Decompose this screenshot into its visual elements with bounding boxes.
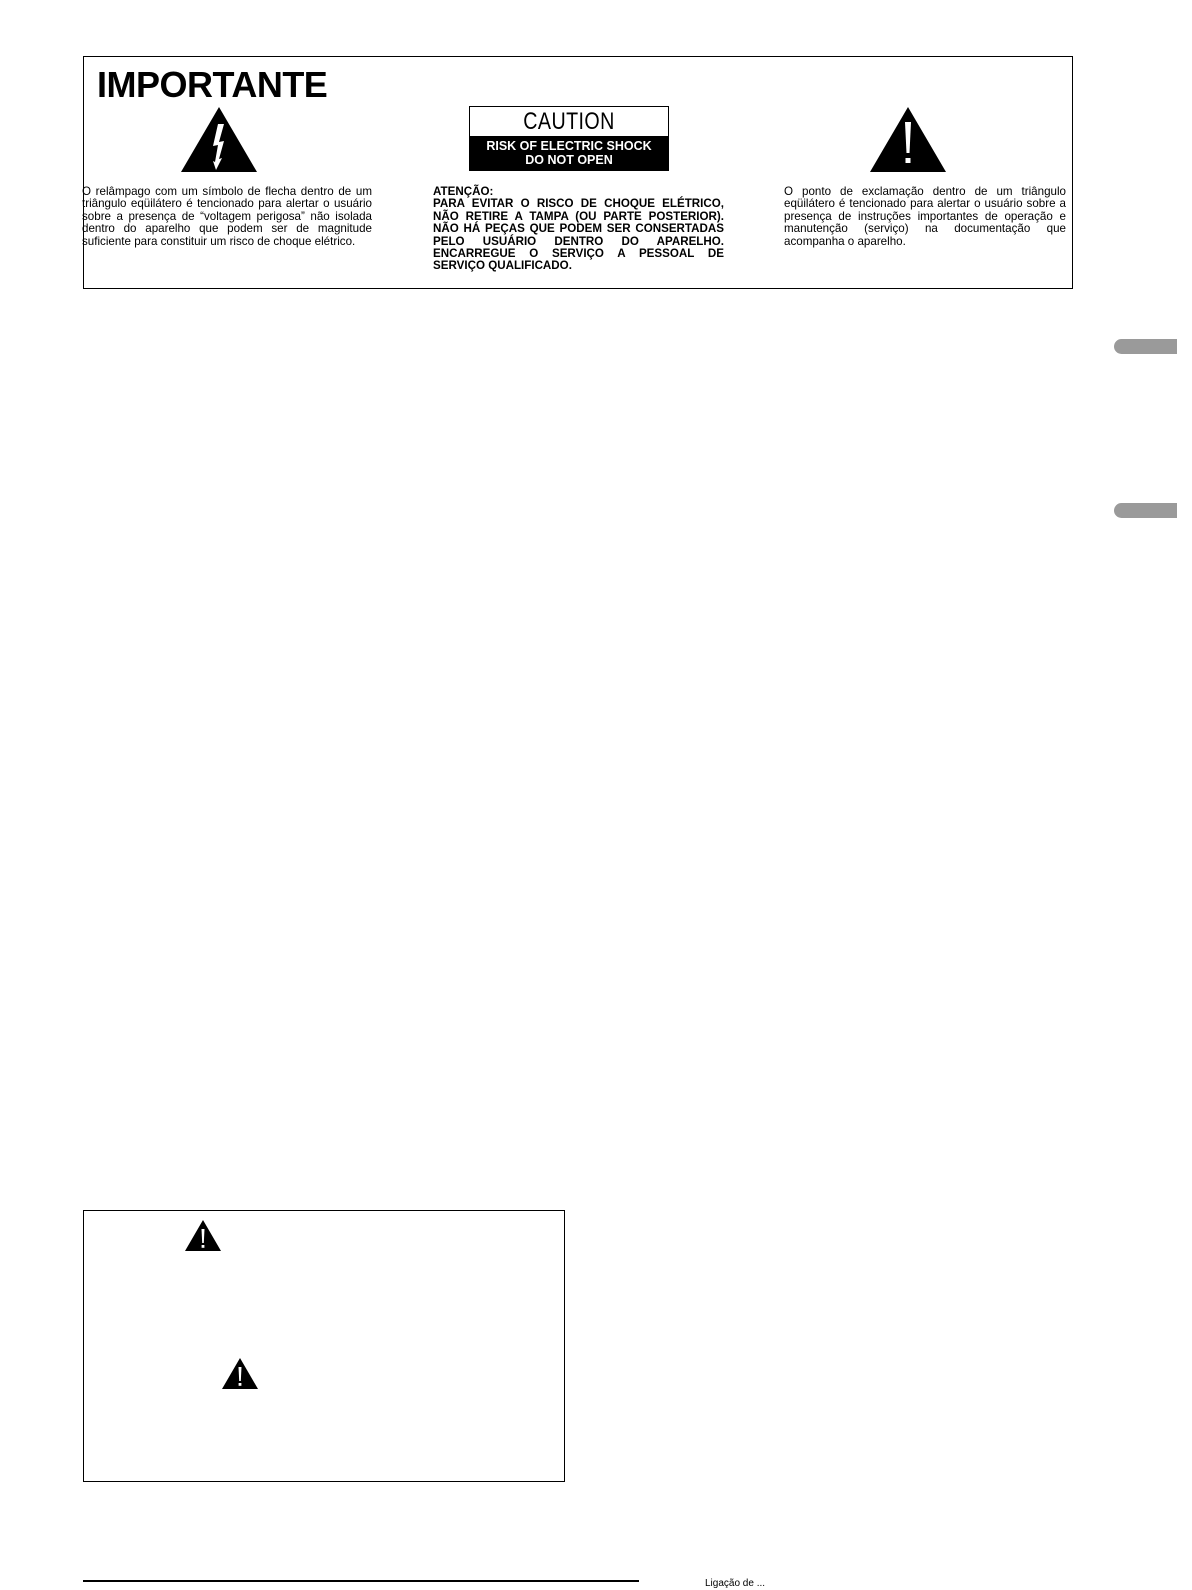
side-tab-2 [1114, 503, 1177, 518]
lightning-explanation-text: O relâmpago com um símbolo de flecha dentro de um triângulo eqüilátero é tencionado para alertar o usuário sobre a presença de “voltagem perigosa” não isolada dentro do aparelho que podem ser de magnitude suficiente para constituir um risco de choque elétrico. [82, 185, 372, 248]
exclamation-warning-icon [869, 106, 947, 173]
footer-text: Ligação de ... [705, 1578, 766, 1589]
important-title: IMPORTANTE [97, 64, 328, 105]
footer-rule [83, 1580, 639, 1582]
lightning-explanation [82, 186, 372, 248]
lightning-warning-icon [180, 106, 258, 173]
caution-line-2: DO NOT OPEN [525, 153, 613, 167]
important-notice-box [83, 56, 1073, 289]
exclamation-explanation-text: O ponto de exclamação dentro de um triângulo eqüilátero é tencionado para alertar o usuário sobre a presença de instruções importantes de operação e manutenção (serviço) na documentação que acompanha o aparelho. [784, 185, 1066, 248]
caution-word: CAUTION [523, 108, 615, 135]
exclamation-warning-icon [184, 1219, 222, 1252]
caution-label [469, 106, 669, 171]
caution-explanation [433, 186, 724, 273]
exclamation-explanation [784, 186, 1066, 248]
warning-box [83, 1210, 565, 1482]
caution-band [470, 136, 668, 170]
side-tab-1 [1114, 339, 1177, 354]
caution-text: PARA EVITAR O RISCO DE CHOQUE ELÉTRICO, NÃO RETIRE A TAMPA (OU PARTE POSTERIOR). NÃO HÁ PEÇAS QUE PODEM SER CONSERTADAS PELO USUÁRIO DENTRO DO APARELHO. ENCARREGUE O SERVIÇO A PESSOAL DE SERVIÇO QUALIFICADO. [433, 197, 724, 273]
caution-heading: ATENÇÃO: [433, 185, 494, 198]
exclamation-warning-icon [221, 1357, 259, 1390]
caution-line-1: RISK OF ELECTRIC SHOCK [486, 139, 652, 153]
